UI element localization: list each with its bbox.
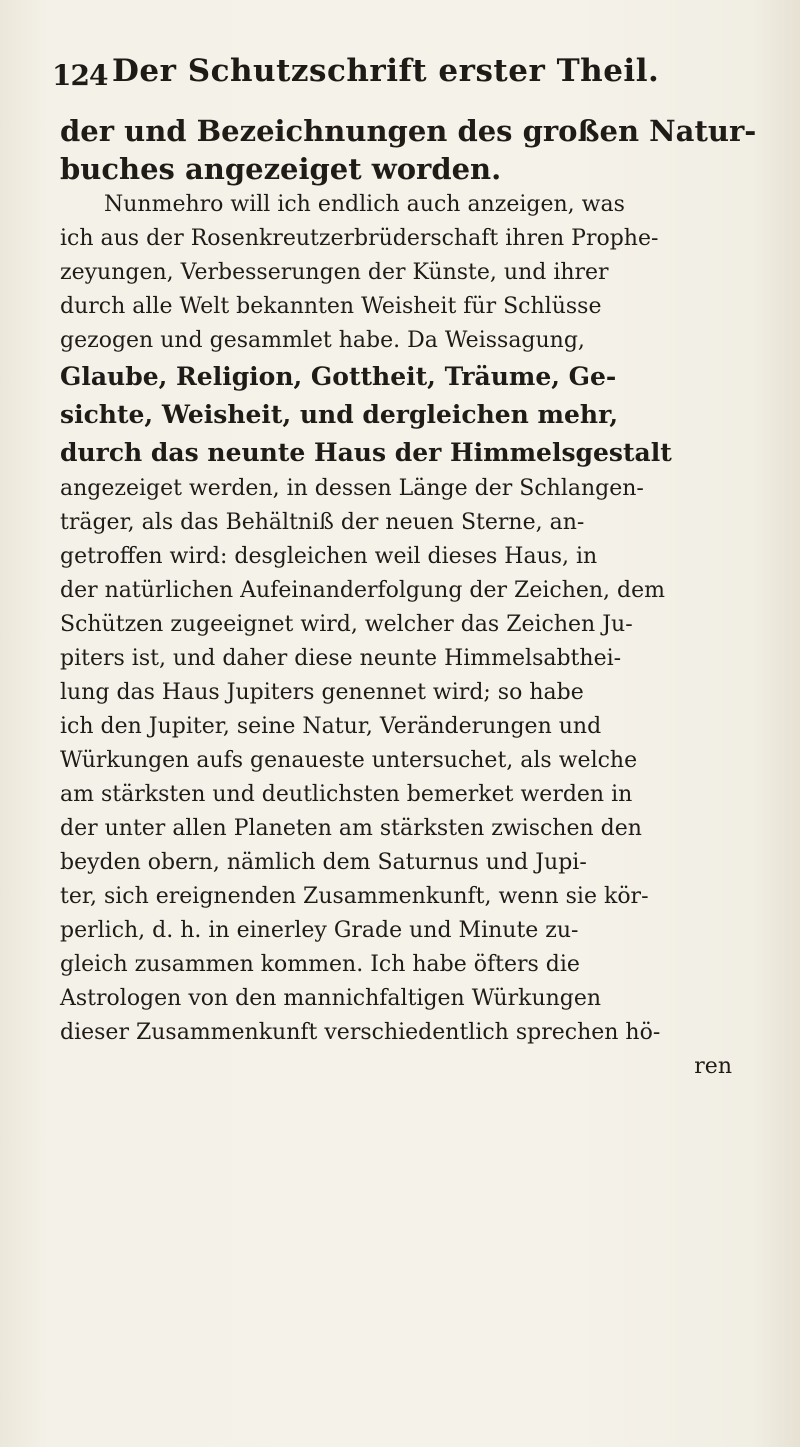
text-line: angezeiget werden, in dessen Länge der Schlangen-	[60, 476, 644, 501]
text-line: zeyungen, Verbesserungen der Künste, und ihrer	[60, 260, 609, 285]
text-line: der und Bezeichnungen des großen Natur-	[60, 114, 757, 148]
text-line: dieser Zusammenkunft verschiedentlich sprechen hö-	[60, 1020, 661, 1045]
text-line: beyden obern, nämlich dem Saturnus und Jupi-	[60, 850, 587, 875]
text-line: gezogen und gesammlet habe. Da Weissagung,	[60, 328, 585, 353]
text-line: piters ist, und daher diese neunte Himmelsabthei-	[60, 646, 622, 671]
text-line: durch das neunte Haus der Himmelsgestalt	[60, 438, 672, 467]
text-line: der natürlichen Aufeinanderfolgung der Zeichen, dem	[60, 578, 665, 603]
text-line: Würkungen aufs genaueste untersuchet, als welche	[60, 748, 638, 773]
text-line: ich den Jupiter, seine Natur, Veränderungen und	[60, 714, 602, 739]
text-line: Astrologen von den mannichfaltigen Würkungen	[60, 986, 602, 1011]
text-line: perlich, d. h. in einerley Grade und Minute zu-	[60, 918, 579, 943]
catchword: ren	[694, 1054, 732, 1079]
text-line: träger, als das Behältniß der neuen Sterne, an-	[60, 510, 585, 535]
text-line: Nunmehro will ich endlich auch anzeigen, was	[104, 192, 625, 217]
text-line: am stärksten und deutlichsten bemerket werden in	[60, 782, 633, 807]
text-line: Schützen zugeeignet wird, welcher das Zeichen Ju-	[60, 612, 633, 637]
text-line: sichte, Weisheit, und dergleichen mehr,	[60, 400, 619, 429]
text-line: der unter allen Planeten am stärksten zwischen den	[60, 816, 642, 841]
text-line: durch alle Welt bekannten Weisheit für Schlüsse	[60, 294, 602, 319]
text-line: lung das Haus Jupiters genennet wird; so habe	[60, 680, 584, 705]
running-head: Der Schutzschrift erster Theil.	[112, 53, 660, 89]
text-line: getroffen wird: desgleichen weil dieses Haus, in	[60, 544, 598, 569]
text-line: Glaube, Religion, Gottheit, Träume, Ge-	[60, 362, 617, 391]
text-line: gleich zusammen kommen. Ich habe öfters die	[60, 952, 580, 977]
text-line: ter, sich ereignenden Zusammenkunft, wenn sie kör-	[60, 884, 649, 909]
page-number: 124	[52, 59, 108, 92]
page-header	[52, 45, 772, 95]
text-line: buches angezeiget worden.	[60, 152, 502, 186]
body-text	[60, 112, 770, 1084]
text-line: ich aus der Rosenkreutzerbrüderschaft ihren Prophe-	[60, 226, 659, 251]
